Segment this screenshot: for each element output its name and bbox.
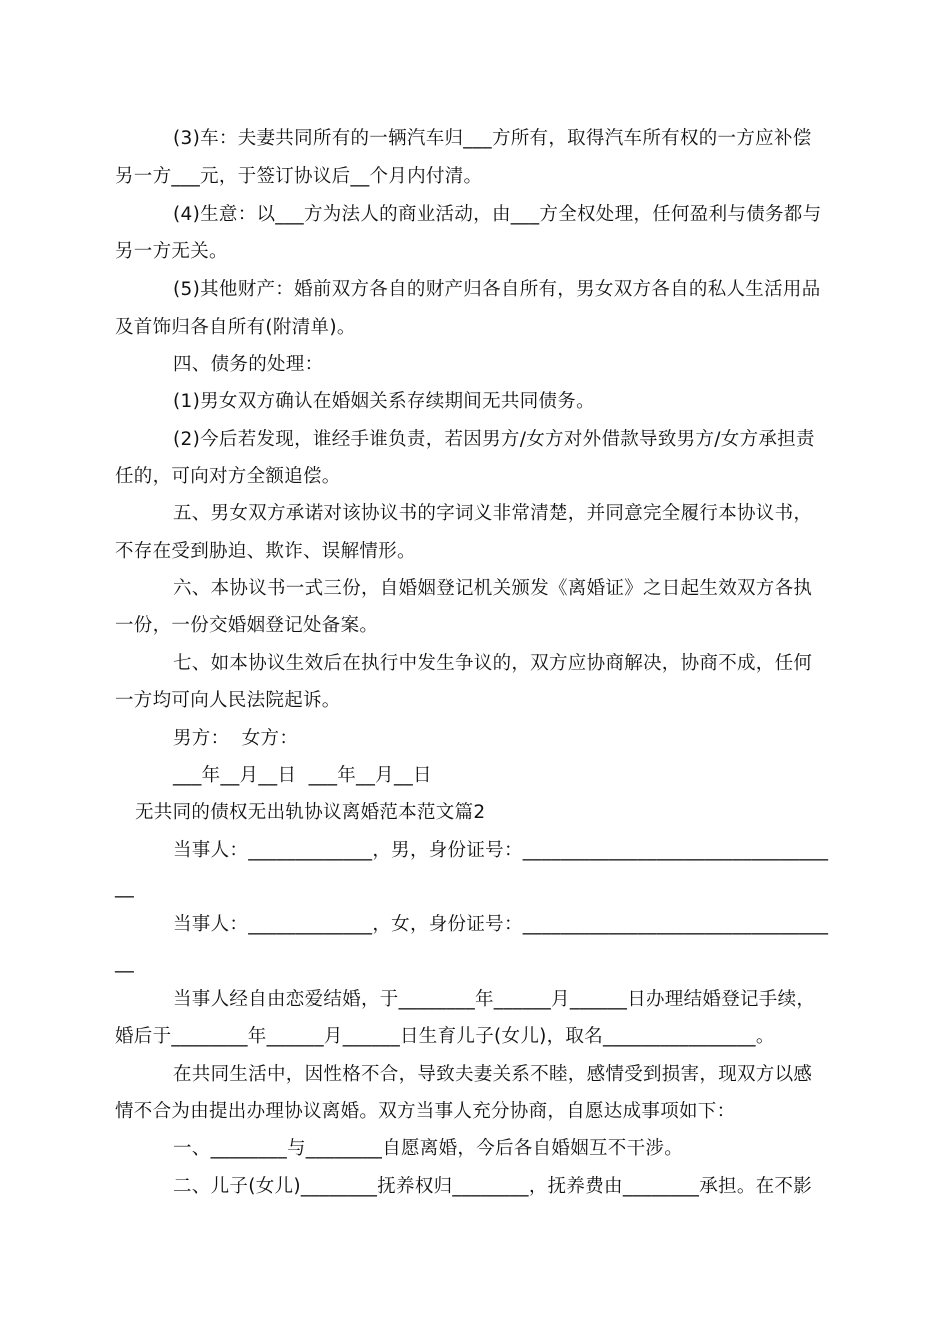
signature-date-line: ___年__月__日 ___年__月__日 xyxy=(173,765,432,786)
party-female-line-2: __ xyxy=(115,952,135,973)
paragraph-business-line-2: 另一方无关。 xyxy=(115,241,228,262)
marriage-paragraph-line-2: 婚后于________年______月______日生育儿子(女儿)，取名________________。 xyxy=(115,1026,775,1047)
paragraph-car-line-2: 另一方___元，于签订协议后__个月内付清。 xyxy=(115,166,483,187)
section-six-line-2: 一份，一份交婚姻登记处备案。 xyxy=(115,615,379,636)
section-six-line-1: 六、本协议书一式三份，自婚姻登记机关颁发《离婚证》之日起生效双方各执 xyxy=(173,578,813,599)
signature-line: 男方： 女方： xyxy=(173,728,299,749)
paragraph-car-line-1: (3)车：夫妻共同所有的一辆汽车归___方所有，取得汽车所有权的一方应补偿 xyxy=(173,128,812,149)
section-five-line-1: 五、男女双方承诺对该协议书的字词义非常清楚，并同意完全履行本协议书， xyxy=(173,503,813,524)
section-seven-line-2: 一方均可向人民法院起诉。 xyxy=(115,690,341,711)
party-male-line-1: 当事人：_____________，男，身份证号：________________________________ xyxy=(173,840,829,861)
paragraph-other-property-line-1: (5)其他财产：婚前双方各自的财产归各自所有，男女双方各自的私人生活用品 xyxy=(173,279,821,300)
item-two-line: 二、儿子(女儿)________抚养权归________，抚养费由________承担。在不影 xyxy=(173,1176,813,1197)
section-five-line-2: 不存在受到胁迫、欺诈、误解情形。 xyxy=(115,541,416,562)
marriage-paragraph-line-1: 当事人经自由恋爱结婚，于________年______月______日办理结婚登记手续， xyxy=(173,989,816,1010)
section-debt-title: 四、债务的处理： xyxy=(173,354,324,375)
paragraph-business-line-1: (4)生意：以___方为法人的商业活动，由___方全权处理，任何盈利与债务都与 xyxy=(173,204,822,225)
item-one-line: 一、________与________自愿离婚，今后各自婚姻互不干涉。 xyxy=(173,1138,684,1159)
section-seven-line-1: 七、如本协议生效后在执行中发生争议的，双方应协商解决，协商不成，任何 xyxy=(173,653,813,674)
section-debt-item-2-line-2: 任的，可向对方全额追偿。 xyxy=(115,466,341,487)
section-debt-item-1: (1)男女双方确认在婚姻关系存续期间无共同债务。 xyxy=(173,391,595,412)
article-2-title: 无共同的债权无出轨协议离婚范本范文篇2 xyxy=(135,802,486,823)
reason-paragraph-line-1: 在共同生活中，因性格不合，导致夫妻关系不睦，感情受到损害，现双方以感 xyxy=(173,1064,813,1085)
reason-paragraph-line-2: 情不合为由提出办理协议离婚。双方当事人充分协商，自愿达成事项如下： xyxy=(115,1101,736,1122)
party-male-line-2: __ xyxy=(115,877,135,898)
paragraph-other-property-line-2: 及首饰归各自所有(附清单)。 xyxy=(115,317,356,338)
section-debt-item-2-line-1: (2)今后若发现，谁经手谁负责，若因男方/女方对外借款导致男方/女方承担责 xyxy=(173,429,815,450)
party-female-line-1: 当事人：_____________，女，身份证号：________________________________ xyxy=(173,914,829,935)
